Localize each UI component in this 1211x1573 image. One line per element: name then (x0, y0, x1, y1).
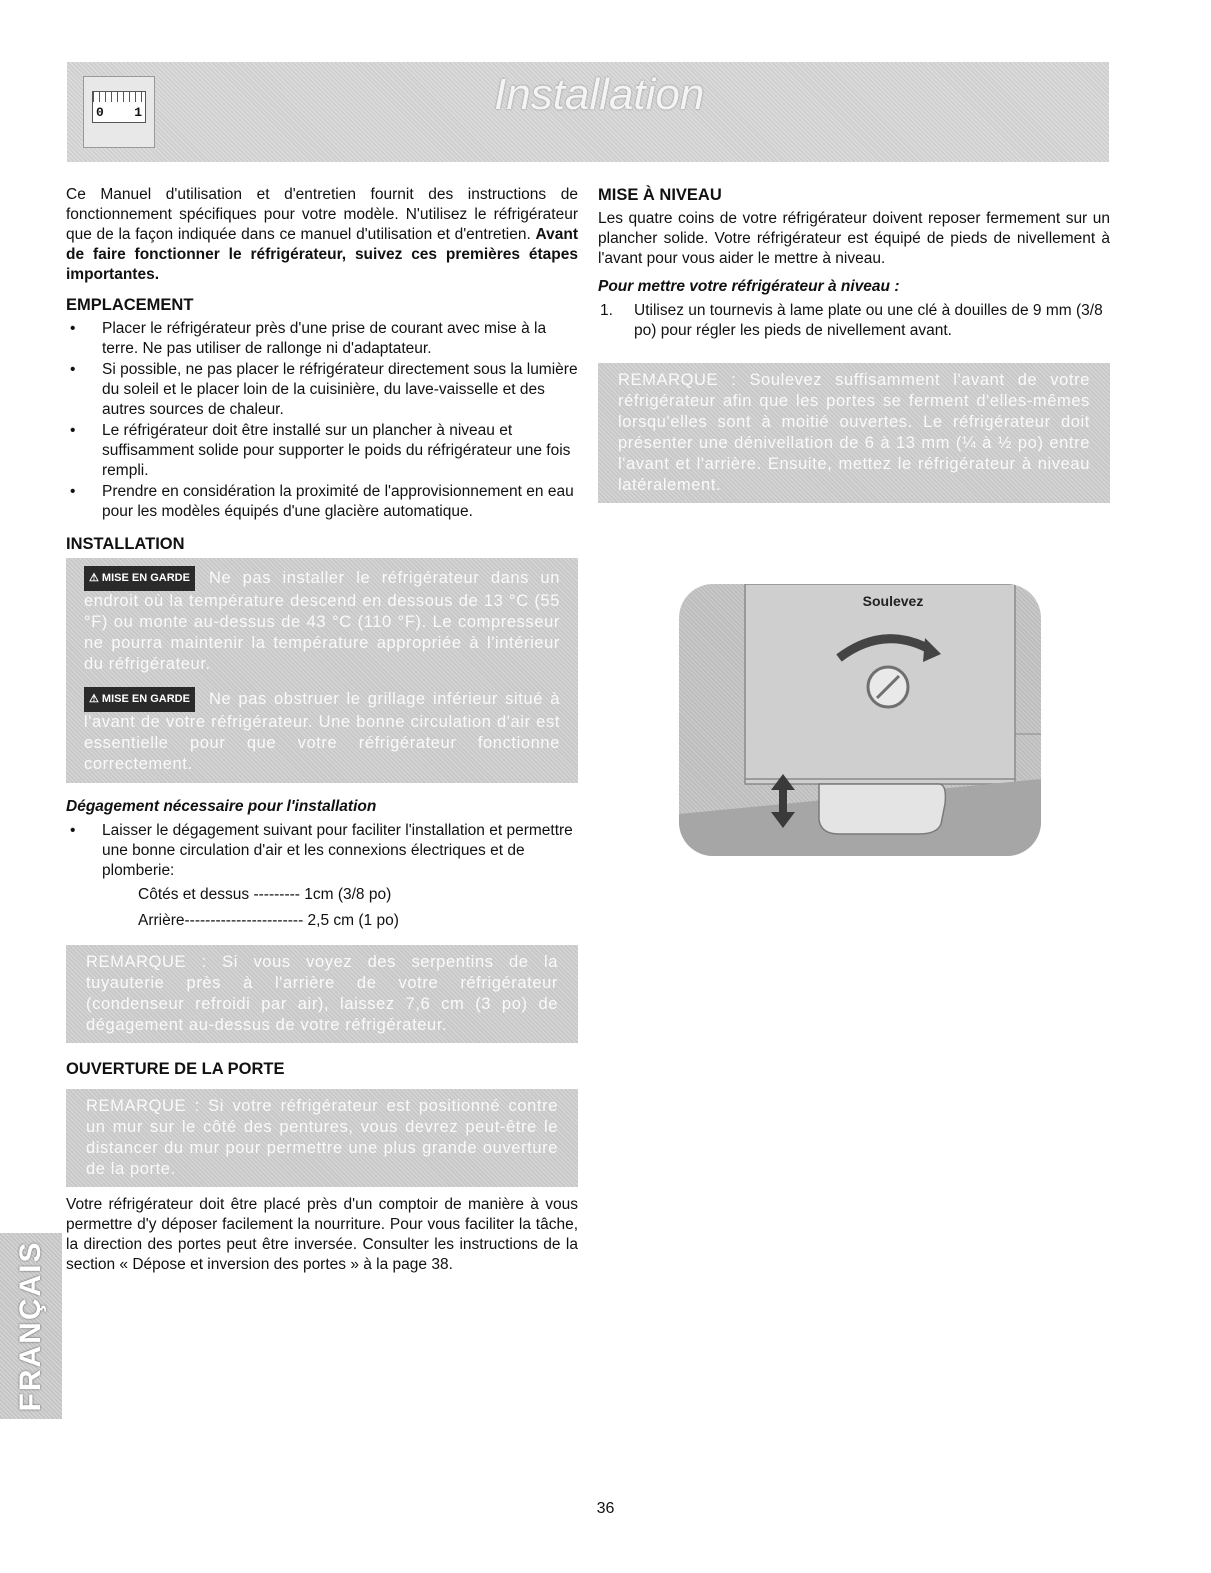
step-item: 1. Utilisez un tournevis à lame plate ou une clé à douilles de 9 mm (3/8 po) pour régler les pieds de nivellement avant. (600, 302, 1103, 339)
list-item: • Le réfrigérateur doit être installé sur un plancher à niveau et suffisamment solide pour supporter le poids du réfrigérateur une fois rempli. (66, 421, 578, 481)
emplacement-heading: EMPLACEMENT (66, 296, 194, 314)
section-banner (67, 62, 1109, 162)
list-item: • Laisser le dégagement suivant pour faciliter l'installation et permettre une bonne circulation d'air et les connexions électriques et de plomberie: (66, 821, 578, 881)
emplacement-list (66, 319, 578, 522)
degagement-heading: Dégagement nécessaire pour l'installation (66, 798, 377, 815)
warning-item: ⚠ MISE EN GARDE Ne pas installer le réfrigérateur dans un endroit où la température descend en dessous de 13 °C (55 °F) ou monte au-dessus de 43 °C (110 °F). Le compresseur ne pourra maintenir la température appropriée à l'intérieur du réfrigérateur. (84, 566, 560, 675)
list-item: • Placer le réfrigérateur près d'une prise de courant avec mise à la terre. Ne pas utiliser de rallonge ni d'adaptateur. (66, 319, 578, 359)
note-box: REMARQUE : Si vous voyez des serpentins de la tuyauterie près à l'arrière de votre réfrigérateur (condenseur refroidi par air), laissez 7,6 cm (3 po) de dégagement au-dessus de votre réfrigérateur. (66, 945, 578, 1043)
warning-icon: ⚠ MISE EN GARDE (84, 687, 195, 712)
installation-heading: INSTALLATION (66, 535, 185, 553)
ouverture-heading: OUVERTURE DE LA PORTE (66, 1060, 285, 1078)
language-tab-label: FRANÇAIS (14, 1240, 47, 1412)
warning-icon: ⚠ MISE EN GARDE (84, 566, 195, 591)
soulevez-label: Soulevez (862, 593, 924, 609)
warning-item: ⚠ MISE EN GARDE Ne pas obstruer le grillage inférieur situé à l'avant de votre réfrigérateur. Une bonne circulation d'air est essentielle pour que votre réfrigérateur fonctionne correctement. (84, 687, 560, 775)
mise-a-niveau-subheading: Pour mettre votre réfrigérateur à niveau : (598, 278, 900, 295)
ouverture-paragraph: Votre réfrigérateur doit être placé près d'un comptoir de manière à vous permettre d'y déposer facilement la nourriture. Pour vous faciliter la tâche, la direction des portes peut être inversée. Consulter les instructions de la section « Dépose et inversion des portes » à la page 38. (66, 1196, 578, 1273)
note-box: REMARQUE : Soulevez suffisamment l'avant de votre réfrigérateur afin que les portes se ferment d'elles-mêmes lorsqu'elles sont à moitié ouvertes. Le réfrigérateur doit présenter une dénivellation de 6 à 13 mm (¼ à ½ po) entre l'avant et l'arrière. Ensuite, mettez le réfrigérateur à niveau latéralement. (598, 363, 1110, 503)
right-column (598, 185, 1110, 503)
degagement-list (66, 821, 578, 881)
language-tab (0, 1233, 62, 1419)
ruler-icon (83, 76, 155, 148)
clearance-row: Côtés et dessus --------- 1cm (3/8 po) (138, 886, 392, 903)
ruler-mark-1: 1 (134, 105, 142, 120)
refrigerator-foot-drawing (679, 584, 1041, 856)
steps-list (598, 301, 1110, 341)
mise-a-niveau-paragraph: Les quatre coins de votre réfrigérateur doivent reposer fermement sur un plancher solide. Votre réfrigérateur est équipé de pieds de nivellement à l'avant pour vous aider le mettre à niveau. (598, 210, 1110, 267)
warning-box (66, 558, 578, 783)
clearance-table (66, 885, 578, 931)
note-box: REMARQUE : Si votre réfrigérateur est positionné contre un mur sur le côté des pentures, vous devrez peut-être le distancer du mur pour permettre une plus grande ouverture de la porte. (66, 1089, 578, 1187)
ruler-mark-0: 0 (96, 105, 104, 120)
clearance-row: Arrière----------------------- 2,5 cm (1 po) (138, 912, 399, 929)
leveling-illustration (679, 584, 1041, 856)
left-column (66, 185, 578, 1275)
intro-paragraph: Ce Manuel d'utilisation et d'entretien fournit des instructions de fonctionnement spécifiques pour votre modèle. N'utilisez le réfrigérateur que de la façon indiquée dans ce manuel d'utilisation et d'entretien. Avant de faire fonctionner le réfrigérateur, suivez ces premières étapes importantes. (66, 186, 579, 283)
page-title: Installation (494, 70, 705, 119)
list-item: • Prendre en considération la proximité de l'approvisionnement en eau pour les modèles équipés d'une glacière automatique. (66, 482, 578, 522)
list-item: • Si possible, ne pas placer le réfrigérateur directement sous la lumière du soleil et le placer loin de la cuisinière, du lave-vaisselle et des autres sources de chaleur. (66, 360, 578, 420)
mise-a-niveau-heading: MISE À NIVEAU (598, 186, 722, 204)
page-number: 36 (596, 1500, 615, 1517)
